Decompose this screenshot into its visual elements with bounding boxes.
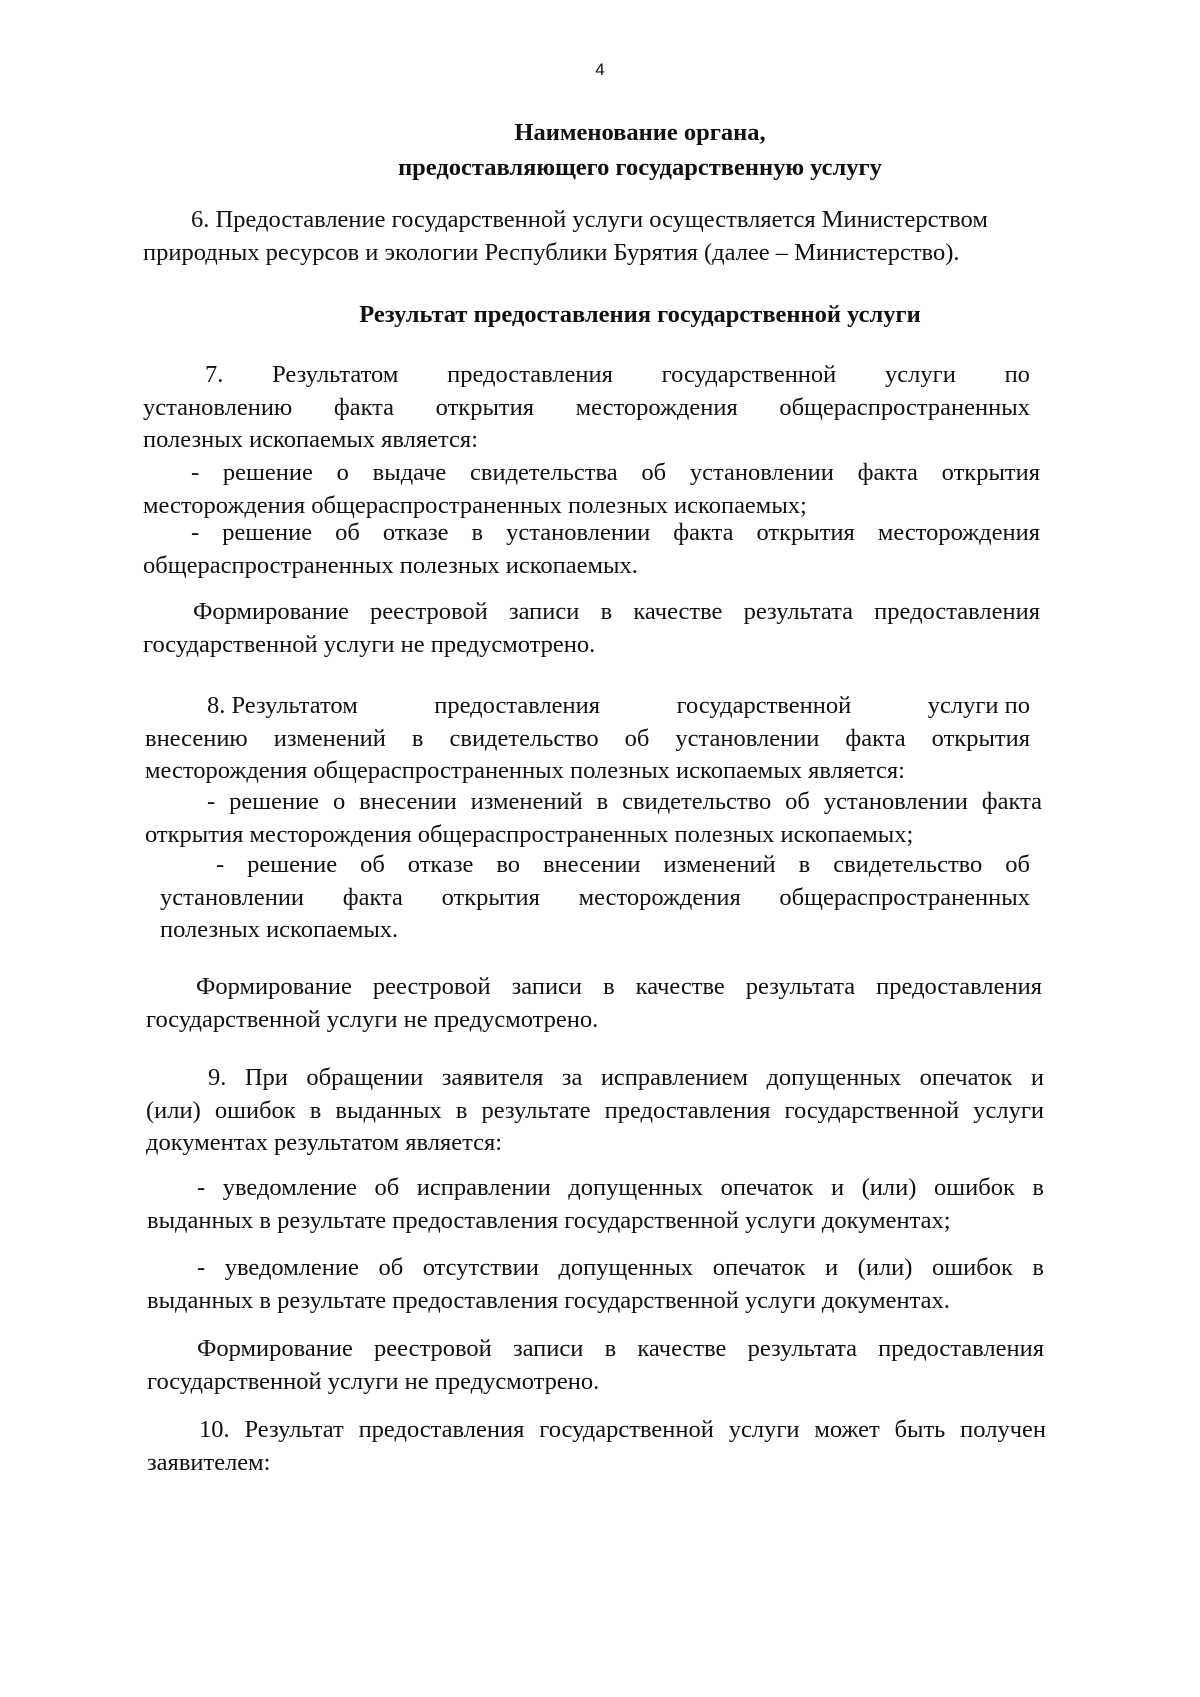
paragraph-line xyxy=(146,1062,1044,1095)
paragraph-line: 6. Предоставление государственной услуги осуществляется Министерством xyxy=(191,206,988,233)
word: открытия xyxy=(435,393,534,421)
paragraph-8 xyxy=(145,690,1030,788)
paragraph-line: выданных в результате предоставления государственной услуги документах; xyxy=(147,1206,951,1234)
word: открытия xyxy=(441,883,540,911)
paragraph-line: полезных ископаемых является: xyxy=(143,426,478,453)
paragraph-line xyxy=(147,1333,1044,1366)
word: Результатом xyxy=(272,361,399,388)
line-text: 10. Результат предоставления государственной услуги может быть получен xyxy=(199,1416,1046,1443)
paragraph-8-item-2 xyxy=(160,849,1030,947)
paragraph-9 xyxy=(146,1062,1044,1160)
paragraph-line xyxy=(143,457,1040,490)
word: государственной xyxy=(676,692,852,719)
word: факта xyxy=(342,883,403,911)
paragraph-7 xyxy=(143,359,1030,457)
line-text: внесению изменений в свидетельство об установлении факта открытия xyxy=(145,724,1030,752)
paragraph-line: общераспространенных полезных ископаемых. xyxy=(143,551,638,579)
paragraph-line: государственной услуги не предусмотрено. xyxy=(143,630,596,658)
paragraph-6 xyxy=(143,204,1043,269)
paragraph-9-item-2 xyxy=(147,1252,1044,1317)
line-text: - уведомление об отсутствии допущенных опечаток и (или) ошибок в xyxy=(197,1254,1044,1281)
paragraph-line xyxy=(145,690,1030,723)
paragraph-7-registry xyxy=(143,596,1040,661)
paragraph-line xyxy=(160,849,1030,882)
line-text: - решение о выдаче свидетельства об установлении факта открытия xyxy=(191,459,1040,486)
paragraph-line xyxy=(146,971,1042,1004)
paragraph-line: месторождения общераспространенных полезных ископаемых; xyxy=(143,491,807,519)
heading-line: предоставляющего государственную услугу xyxy=(398,154,882,181)
word: по xyxy=(1004,361,1030,388)
paragraph-9-registry xyxy=(147,1333,1044,1398)
paragraph-line: документах результатом является: xyxy=(146,1129,503,1156)
word: услуги по xyxy=(927,692,1030,719)
paragraph-8-item-1 xyxy=(145,786,1042,851)
paragraph-8-registry xyxy=(146,971,1042,1036)
paragraph-line xyxy=(145,786,1042,819)
heading-line: Наименование органа, xyxy=(514,119,766,146)
paragraph-7-item-2 xyxy=(143,517,1040,582)
word: месторождения xyxy=(575,393,738,421)
word: общераспространенных xyxy=(779,393,1030,421)
line-text: Формирование реестровой записи в качестве результата предоставления xyxy=(196,973,1042,1000)
paragraph-9-item-1 xyxy=(147,1172,1044,1237)
paragraph-line xyxy=(145,723,1030,756)
word: 8. Результатом xyxy=(207,692,358,719)
paragraph-line: заявителем: xyxy=(147,1448,271,1476)
word: государственной xyxy=(661,361,837,388)
page-number: 4 xyxy=(595,60,605,79)
word: общераспространенных xyxy=(779,883,1030,911)
paragraph-line xyxy=(160,882,1030,915)
word: услуги xyxy=(885,361,956,388)
paragraph-7-item-1 xyxy=(143,457,1040,522)
paragraph-line: открытия месторождения общераспространенных полезных ископаемых; xyxy=(145,820,914,848)
section-heading-result: Результат предоставления государственной услуги xyxy=(359,301,921,328)
line-text: (или) ошибок в выданных в результате предоставления государственной услуги xyxy=(146,1096,1044,1124)
paragraph-line xyxy=(147,1172,1044,1205)
word: предоставления xyxy=(447,361,613,388)
paragraph-line: полезных ископаемых. xyxy=(160,916,399,943)
section-heading-authority xyxy=(150,115,1130,185)
word: установлению xyxy=(143,393,293,421)
word: месторождения xyxy=(578,883,741,911)
line-text: - решение о внесении изменений в свидетельство об установлении факта xyxy=(207,788,1042,815)
paragraph-line: государственной услуги не предусмотрено. xyxy=(146,1005,599,1033)
paragraph-line: государственной услуги не предусмотрено. xyxy=(147,1367,600,1395)
line-text: - решение об отказе в установлении факта открытия месторождения xyxy=(191,519,1040,546)
line-text: Формирование реестровой записи в качестве результата предоставления xyxy=(197,1335,1044,1362)
paragraph-line xyxy=(147,1252,1044,1285)
word: 7. xyxy=(205,361,224,388)
word: факта xyxy=(333,393,395,421)
paragraph-10 xyxy=(147,1414,1046,1479)
paragraph-line xyxy=(143,596,1040,629)
paragraph-line xyxy=(143,517,1040,550)
line-text: - решение об отказе во внесении изменений в свидетельство об xyxy=(216,851,1030,878)
paragraph-line xyxy=(143,359,1030,392)
paragraph-line xyxy=(147,1414,1046,1447)
line-text: Формирование реестровой записи в качестве результата предоставления xyxy=(193,598,1040,625)
line-text: 9. При обращении заявителя за исправлением допущенных опечаток и xyxy=(208,1064,1044,1091)
line-text: - уведомление об исправлении допущенных опечаток и (или) ошибок в xyxy=(197,1174,1044,1201)
word: предоставления xyxy=(434,692,601,719)
paragraph-line xyxy=(146,1095,1044,1128)
paragraph-line: выданных в результате предоставления государственной услуги документах. xyxy=(147,1286,950,1314)
word: установлении xyxy=(160,883,305,911)
paragraph-line: месторождения общераспространенных полезных ископаемых является: xyxy=(145,757,905,784)
paragraph-line: природных ресурсов и экологии Республики Бурятия (далее – Министерство). xyxy=(143,238,960,266)
paragraph-line xyxy=(143,392,1030,425)
